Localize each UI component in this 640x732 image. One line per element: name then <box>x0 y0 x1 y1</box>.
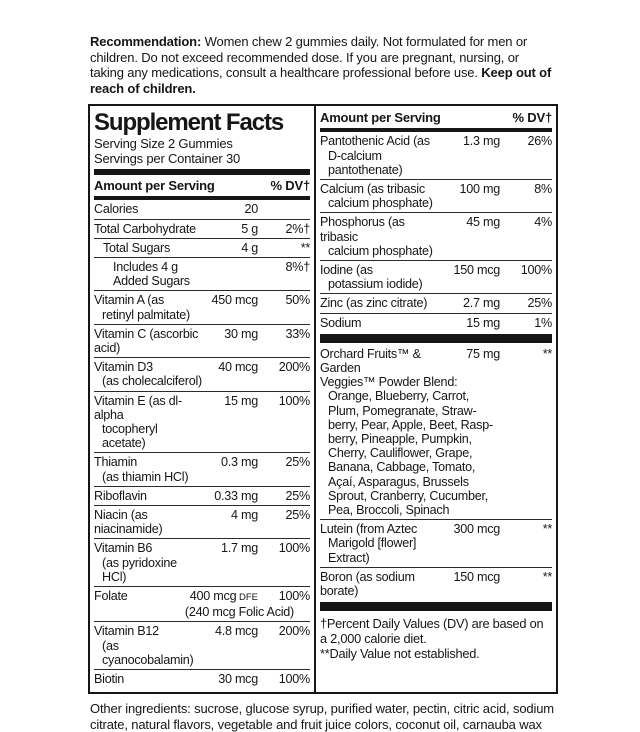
nutrient-amount: 4.8 mcg <box>214 624 258 639</box>
nutrient-dv: ** <box>542 522 552 537</box>
nutrient-row <box>320 519 552 567</box>
nutrient-name: Boron (as sodium borate) <box>320 569 415 599</box>
percent-dv-label: % DV† <box>512 110 552 126</box>
footnote-not-established: **Daily Value not established. <box>320 646 480 662</box>
nutrient-dv: 200% <box>278 360 310 375</box>
nutrient-unit-small: DFE <box>236 592 258 604</box>
blend-ingredient-line: Açaí, Asparagus, Brussels <box>328 474 469 489</box>
nutrient-dv: 100% <box>278 541 310 556</box>
nutrient-amount: 5 g <box>241 221 258 236</box>
nutrient-amount: 75 mg <box>466 346 500 361</box>
right-column-header <box>320 108 552 127</box>
thick-divider-bar <box>320 334 552 343</box>
nutrient-amount: 15 mg <box>466 315 500 330</box>
footnote-daily-values: †Percent Daily Values (DV) are based on a 2,000 calorie diet. <box>320 616 544 647</box>
amount-per-serving-label: Amount per Serving <box>94 178 215 194</box>
nutrient-row <box>94 357 310 390</box>
blend-ingredient-line: Pea, Broccoli, Spinach <box>328 503 450 518</box>
nutrient-name: Total Carbohydrate <box>94 221 196 236</box>
serving-size: Serving Size 2 Gummies <box>94 136 233 152</box>
nutrient-amount: 400 mcg DFE <box>189 589 258 604</box>
nutrient-name: Lutein (from Aztec Marigold [flower] Extract) <box>320 522 417 565</box>
blend-subtitle: Veggies™ Powder Blend: <box>320 375 458 390</box>
nutrient-dv: ** <box>300 240 310 255</box>
nutrient-amount: 30 mcg <box>218 672 258 687</box>
nutrient-amount: 4 g <box>241 240 258 255</box>
nutrient-amount: 4 mg <box>231 508 258 523</box>
nutrient-amount: 30 mg <box>224 326 258 341</box>
nutrient-amount: 100 mg <box>459 181 500 196</box>
nutrient-name: Vitamin E (as dl-alpha tocopheryl acetate) <box>94 393 182 451</box>
nutrient-dv: 100% <box>278 672 310 687</box>
nutrient-sub: (240 mcg Folic Acid) <box>184 605 294 620</box>
recommendation-body: Women chew 2 gummies daily. Not formulated for men or children. Do not exceed recommended dose. If you are pregnant, nursing, or taking any medications, consult a healthcare professional before use. <box>90 34 528 81</box>
nutrient-row <box>94 238 310 257</box>
blend-ingredient-line: berry, Pineapple, Pumpkin, <box>328 432 472 447</box>
percent-dv-label: % DV† <box>270 178 310 194</box>
nutrient-amount: 2.7 mg <box>462 296 500 311</box>
nutrient-amount: 450 mcg <box>211 293 258 308</box>
blend-ingredient-line: Plum, Pomegranate, Straw- <box>328 403 477 418</box>
nutrient-name: Includes 4 g Added Sugars <box>113 259 190 289</box>
nutrient-name: Zinc (as zinc citrate) <box>320 296 428 311</box>
nutrient-amount: 1.3 mg <box>462 134 500 149</box>
nutrient-row <box>94 669 310 688</box>
nutrient-row <box>94 200 310 218</box>
nutrient-row <box>320 567 552 600</box>
nutrient-name: Phosphorus (as tribasic calcium phosphate) <box>320 215 433 258</box>
nutrient-name: Vitamin B12 (as cyanocobalamin) <box>94 624 194 667</box>
nutrient-name: Riboflavin <box>94 488 147 503</box>
nutrient-amount: 150 mcg <box>453 263 500 277</box>
nutrient-row <box>94 219 310 238</box>
nutrient-name: Iodine (as potassium iodide) <box>320 263 423 292</box>
nutrient-name: Vitamin B6 (as pyridoxine HCl) <box>94 541 177 584</box>
nutrient-dv: 100% <box>278 589 310 604</box>
nutrient-row <box>320 313 552 332</box>
nutrient-name: Biotin <box>94 672 125 687</box>
nutrient-dv: 4% <box>534 215 552 230</box>
nutrient-row <box>320 260 552 293</box>
nutrient-row <box>94 324 310 357</box>
nutrient-row <box>320 293 552 312</box>
recommendation-lead: Recommendation: <box>90 34 202 49</box>
blend-ingredient-line: Orange, Blueberry, Carrot, <box>328 389 469 404</box>
recommendation-text <box>90 34 556 96</box>
nutrient-amount: 0.33 mg <box>214 488 258 503</box>
nutrient-dv: 25% <box>285 508 310 523</box>
nutrient-dv: 2%† <box>285 221 310 236</box>
right-rows <box>320 132 552 331</box>
supplement-facts-panel <box>88 104 558 694</box>
nutrient-row <box>94 621 310 669</box>
nutrient-dv: 33% <box>285 326 310 341</box>
nutrient-amount: 45 mg <box>466 215 500 230</box>
nutrient-name: Vitamin C (ascorbic acid) <box>94 326 199 355</box>
blend-rows <box>320 345 552 600</box>
panel-right-column <box>316 106 556 692</box>
nutrient-dv: 25% <box>285 488 310 503</box>
nutrient-name: Niacin (as niacinamide) <box>94 508 163 537</box>
nutrient-amount: 40 mcg <box>218 360 258 375</box>
nutrient-row <box>94 452 310 485</box>
nutrient-name: Vitamin D3 (as cholecalciferol) <box>94 360 202 389</box>
nutrient-amount: 1.7 mg <box>220 541 258 556</box>
nutrient-dv: 26% <box>527 134 552 149</box>
blend-row <box>320 345 552 519</box>
nutrient-row <box>320 132 552 179</box>
nutrient-name: Folate <box>94 589 128 604</box>
nutrient-dv: 50% <box>285 293 310 308</box>
panel-left-column <box>90 106 316 692</box>
nutrient-name: Calcium (as tribasic calcium phosphate) <box>320 181 433 211</box>
nutrient-row <box>94 391 310 453</box>
thick-divider-bar <box>94 169 310 175</box>
nutrient-name: Calories <box>94 202 139 217</box>
nutrient-dv: ** <box>542 569 552 584</box>
nutrient-name: Thiamin (as thiamin HCl) <box>94 455 189 484</box>
nutrient-name: Sodium <box>320 315 362 330</box>
nutrient-dv: 200% <box>278 624 310 639</box>
nutrient-name: Orchard Fruits™ & Garden <box>320 346 421 376</box>
nutrient-row <box>320 179 552 212</box>
nutrient-row <box>94 486 310 505</box>
blend-ingredient-line: Banana, Cabbage, Tomato, <box>328 460 476 475</box>
nutrient-amount: 0.3 mg <box>220 455 258 470</box>
nutrient-dv: 8%† <box>285 259 310 274</box>
nutrient-name: Pantothenic Acid (as D-calcium pantothenate) <box>320 134 430 177</box>
nutrient-dv: 8% <box>534 181 552 196</box>
nutrient-dv: 1% <box>534 315 552 330</box>
nutrient-row <box>94 257 310 290</box>
other-ingredients: Other ingredients: sucrose, glucose syrup, purified water, pectin, citric acid, sodium citrate, natural flavors, vegetable and fruit juice colors, coconut oil, carnauba wax <box>90 701 554 732</box>
left-column-header <box>94 176 310 195</box>
left-rows <box>94 200 310 688</box>
blend-ingredient-line: berry, Pear, Apple, Beet, Rasp- <box>328 417 493 432</box>
nutrient-dv: 25% <box>285 455 310 470</box>
footnotes <box>320 613 552 663</box>
recommendation-emphasis: Keep out of reach of children. <box>90 65 552 96</box>
nutrient-dv: 25% <box>527 296 552 311</box>
amount-per-serving-label: Amount per Serving <box>320 110 441 126</box>
nutrient-dv: ** <box>542 346 552 361</box>
nutrient-row <box>94 290 310 323</box>
blend-ingredient-line: Cherry, Cauliflower, Grape, <box>328 446 473 461</box>
nutrient-amount: 15 mg <box>224 393 258 408</box>
servings-per-container: Servings per Container 30 <box>94 151 241 167</box>
nutrient-row <box>94 586 310 621</box>
thick-divider-bar <box>320 602 552 611</box>
nutrient-dv: 100% <box>520 263 552 277</box>
nutrient-name: Vitamin A (as retinyl palmitate) <box>94 293 190 322</box>
blend-ingredient-line: Sprout, Cranberry, Cucumber, <box>328 488 489 503</box>
nutrient-name: Total Sugars <box>103 240 171 255</box>
panel-title: Supplement Facts <box>94 109 284 137</box>
nutrient-row <box>94 505 310 538</box>
nutrient-amount: 300 mcg <box>453 522 500 537</box>
nutrient-dv: 100% <box>278 393 310 408</box>
nutrient-row <box>320 212 552 260</box>
nutrient-row <box>94 538 310 586</box>
nutrient-amount: 150 mcg <box>453 569 500 584</box>
nutrient-amount: 20 <box>244 202 258 217</box>
